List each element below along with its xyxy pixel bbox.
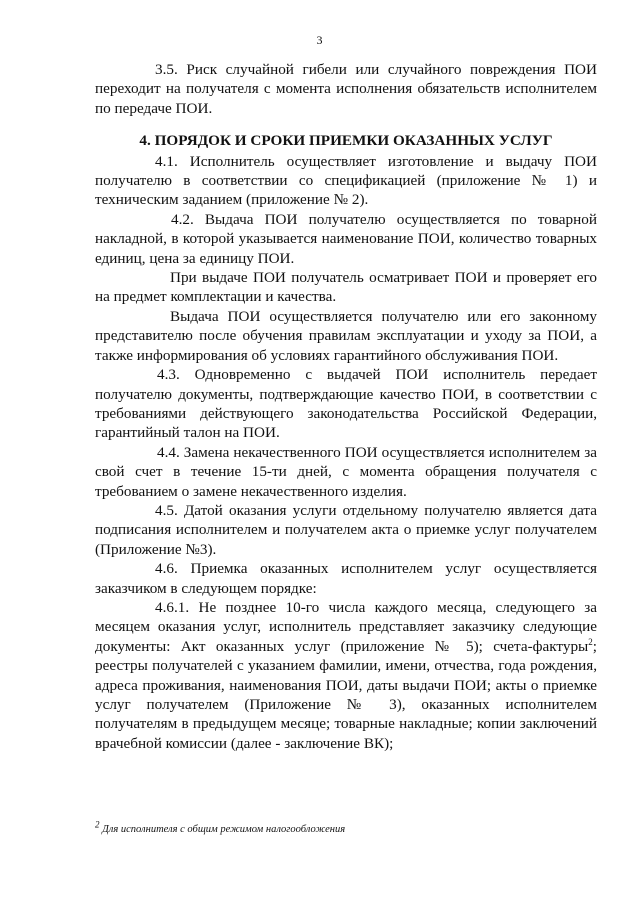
paragraph-4-6: 4.6. Приемка оказанных исполнителем услуг осуществляется заказчиком в следующем порядке: [95,560,597,597]
paragraph-4-1: 4.1. Исполнитель осуществляет изготовление и выдачу ПОИ получателю в соответствии со спецификацией (приложение № 1) и техническим заданием (приложение № 2). [95,152,597,209]
footnote [95,819,597,836]
footnote-text: Для исполнителя с общим режимом налогообложения [99,824,346,835]
page-number: 3 [316,33,323,47]
document-body [95,60,597,753]
paragraph-4-2: 4.2. Выдача ПОИ получателю осуществляется по товарной накладной, в которой указывается наименование ПОИ, количество товарных единиц, цена за единицу ПОИ. [95,210,597,267]
paragraph-4-6-1-text-end: ; реестры получателей с указанием фамилии, имени, отчества, года рождения, адреса проживания, наименования ПОИ, даты выдачи ПОИ; акты о приемке услуг получателем (Приложение № 3), оказанных исполнителем получателям в предыдущем месяце; товарные накладные; копии заключений врачебной комиссии (далее - заключение ВК); [95,637,597,752]
paragraph-4-3: 4.3. Одновременно с выдачей ПОИ исполнитель передает получателю документы, подтверждающие качество ПОИ, в соответствии с требованиями действующего законодательства Российской Федерации, гарантийный талон на ПОИ. [95,366,597,442]
paragraph-4-5: 4.5. Датой оказания услуги отдельному получателю является дата подписания исполнителем и получателем акта о приемке услуг получателем (Приложение №3). [95,501,597,558]
section-heading-4: 4. ПОРЯДОК И СРОКИ ПРИЕМКИ ОКАЗАННЫХ УСЛУГ [139,132,553,150]
paragraph-4-2-inspection: При выдаче ПОИ получатель осматривает ПОИ и проверяет его на предмет комплектации и качества. [95,269,597,306]
paragraph-4-6-1 [95,598,597,753]
footnote-marker: 2 [95,819,100,830]
footnote-reference: 2 [588,636,593,647]
paragraph-4-2-delivery: Выдача ПОИ осуществляется получателю или его законному представителю после обучения правилам эксплуатации и уходу за ПОИ, а также информирования об условиях гарантийного обслуживания ПОИ. [95,307,597,364]
paragraph-4-4: 4.4. Замена некачественного ПОИ осуществляется исполнителем за свой счет в течение 15-ти дней, с момента обращения получателя с требованием о замене некачественного изделия. [95,443,597,500]
paragraph-4-6-1-text-start: 4.6.1. Не позднее 10-го числа каждого месяца, следующего за месяцем оказания услуг, исполнитель представляет заказчику следующие документы: Акт оказанных услуг (приложение № 5); счета-фактуры [95,598,597,655]
paragraph-3-5: 3.5. Риск случайной гибели или случайного повреждения ПОИ переходит на получателя с момента исполнения обязательств исполнителем по передаче ПОИ. [95,61,597,117]
